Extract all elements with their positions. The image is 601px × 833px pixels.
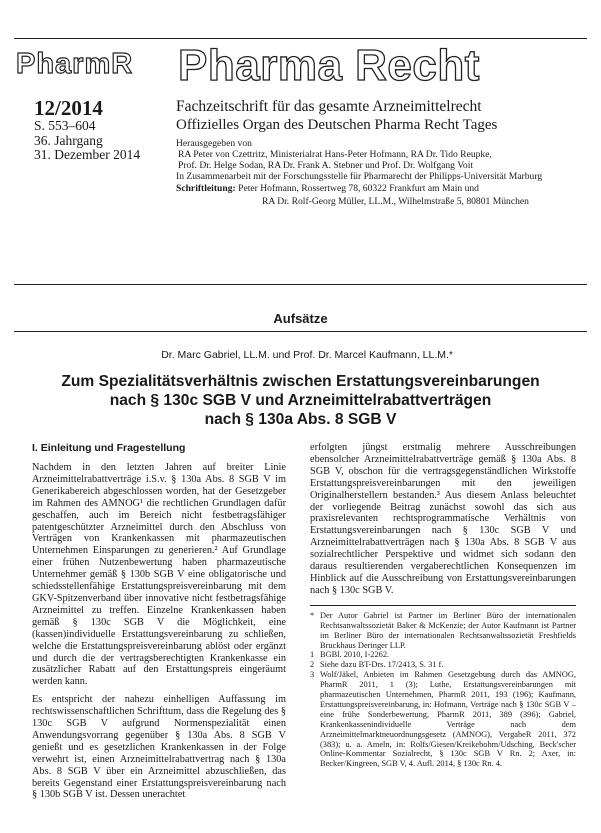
body-paragraph: Nachdem in den letzten Jahren auf breiter Linie Arzneimittelrabattverträge i.S.v. § 130a Abs. 8 SGB V im Generikabereich abgeschlossen worden, hat der Gesetzgeber im Rahmen des AMNOG¹ die rechtlichen Grundlagen dafür geschaffen, auch im Bereich nicht festbetragsfähiger patentgeschützter Arzneimittel durch den Abschluss von Verträgen von Krankenkassen mit pharmazeutischen Unternehmen Einsparungen zu generieren.² Auf Grundlage einer frühen Nutzenbewertung haben pharmazeutische Unternehmer gemäß § 130b SGB V eine obligatorische und schiedsstellenfähige Erstattungspreisvereinbarung mit dem GKV-Spitzenverband über innovative nicht festbetragsfähige Arzneimittel zu treffen. Einzelne Krankenkassen haben gemäß § 130c SGB V die Möglichkeit, eine (kassen)individuelle Erstattungsvereinbarung zu schließen, welche die Erstattungspreisvereinbarung ablöst oder ergänzt und durch die der vertragsberechtigten Krankenkasse ein zusätzlicher Rabatt auf den Erstattungspreis eingeräumt werden kann.: [32, 462, 286, 688]
cooperation-note: In Zusammenarbeit mit der Forschungsstelle für Pharmarecht der Philipps-Universität Marburg: [176, 171, 543, 182]
issue-number: 12/2014: [34, 96, 103, 120]
footnotes: [310, 611, 576, 770]
footnote-text: Der Autor Gabriel ist Partner im Berliner Büro der internationalen Rechtsanwaltssozietät Baker & McKenzie; der Autor Kaufmann ist Partner im Berliner Büro der internationalen Rechtsanwaltssozietät Freshfields Bruckhaus Deringer LLP.: [320, 610, 576, 650]
article-title-line: nach § 130c SGB V und Arzneimittelrabattverträgen: [109, 392, 492, 409]
issue-date: 31. Dezember 2014: [34, 147, 141, 162]
footnote-text: Siehe dazu BT-Drs. 17/2413, S. 31 f.: [320, 660, 444, 670]
editorial-line: RA Dr. Rolf-Georg Müller, LL.M., Wilhelmstraße 5, 80801 München: [262, 195, 529, 207]
body-paragraph: Es entspricht der nahezu einhelligen Auffassung im rechtswissenschaftlichen Schrifttum, dass die Regelung des § 130c SGB V aufgrund Normenspezialität einen Anwendungsvorrang gegenüber § 130a Abs. 8 SGB V genießt und es gesetzlichen Krankenkassen in der Folge verwehrt ist, einen Arzneimittelrabattvertrag nach § 130a Abs. 8 SGB V über ein Arzneimittel abzuschließen, das bereits Gegenstand einer Erstattungspreisvereinbarung nach § 130b SGB V ist. Dessen unerachtet: [32, 694, 286, 801]
editorial-office: [176, 183, 586, 195]
article-title-line: Zum Spezialitätsverhältnis zwischen Erstattungsvereinbarungen: [61, 373, 540, 390]
footnote-number: 3: [310, 670, 315, 680]
article-title-line: nach § 130a Abs. 8 SGB V: [204, 411, 397, 428]
footnote-number: 2: [310, 660, 315, 670]
article-authors: Dr. Marc Gabriel, LL.M. und Prof. Dr. Marcel Kaufmann, LL.M.*: [161, 349, 453, 361]
editorial-label: Schriftleitung:: [176, 183, 236, 194]
footnote-number: 1: [310, 650, 315, 660]
editors-label: Herausgegeben von: [176, 138, 252, 149]
footnote-text: Wolf/Jäkel, Anbieten im Rahmen Gesetzgebung durch das AMNOG, PharmR 2011, 1 (3); Luthe, Erstattungsvereinbarungen mit pharmazeutischen Unternehmen, PharmR 2011, 193 (196); Kaufmann, Erstattungspreisvereinbarung, in: Hofmann, Verträge nach § 130c SGB V – eine frühe Sonderbewertung, PharmR 2011, 389 (396); Gabriel, Krankenkassenindividuelle Verträge nach dem Arzneimittelmarktneuordnungsgesetz (AMNOG), VergabeR 2011, 372 (383); u. a. Ameln, in: Rolfs/Giesen/Kreikebohm/Udsching, Beck'scher Online-Kommentar Sozialrecht, § 130c SGB V Rn. 2; Axer, in: Becker/Kingreen, SGB V, 4. Aufl. 2014, § 130c Rn. 4.: [320, 670, 576, 769]
editors-line: RA Peter von Czettritz, Ministerialrat Hans-Peter Hofmann, RA Dr. Tido Reupke,: [178, 149, 492, 160]
editorial-line: Peter Hofmann, Rossertweg 78, 60322 Frankfurt am Main und: [238, 183, 479, 194]
top-rule: [14, 38, 587, 39]
journal-logo-small: PharmR: [16, 48, 134, 80]
left-column: [32, 442, 286, 807]
section-heading: Aufsätze: [273, 311, 328, 326]
header-rule: [14, 284, 587, 285]
section-rule: [14, 331, 587, 332]
publication-info: [176, 98, 586, 207]
footnote-number: *: [310, 610, 315, 620]
footnote: [310, 650, 576, 660]
issue-info: [34, 97, 140, 163]
footnote: [310, 660, 576, 670]
issue-volume: 36. Jahrgang: [34, 132, 103, 148]
article-title: [0, 372, 601, 429]
journal-logo-wordmark: Pharma Recht: [178, 41, 480, 90]
footnote-text: BGBl. 2010, I-2262.: [320, 650, 390, 660]
issue-pages: S. 553–604: [34, 118, 96, 133]
body-paragraph: erfolgten jüngst erstmalig mehrere Ausschreibungen ebensolcher Arzneimittelrabattverträge gemäß § 130a Abs. 8 SGB V, obschon für die vertragsgegenständlichen Wirkstoffe Erstattungspreisvereinbarungen mit den jeweiligen Originalherstellern bestanden.³ Aus diesem Anlass beleuchtet der vorliegende Beitrag zunächst sowohl das sich aus praxisrelevanten rechtsprogrammatische Verhältnis von Erstattungsvereinbarungen nach § 130c SGB V und Arzneimittelrabattverträgen nach § 130a Abs. 8 SGB V aus sozialrechtlicher Perspektive und widmet sich sodann den daraus resultierenden vergaberechtlichen Konsequenzen im Hinblick auf die Ausschreibung von Erstattungsvereinbarungen nach § 130c SGB V.: [310, 442, 576, 596]
publication-title: Fachzeitschrift für das gesamte Arzneimittelrecht: [176, 98, 482, 115]
footnote-rule: [310, 605, 576, 606]
editors-line: Prof. Dr. Helge Sodan, RA Dr. Frank A. Stebner und Prof. Dr. Wolfgang Voit: [178, 160, 474, 171]
footnote: [310, 670, 576, 769]
section-subheading: I. Einleitung und Fragestellung: [32, 442, 186, 454]
footnote: [310, 611, 576, 651]
right-column: [310, 442, 576, 769]
publication-subtitle: Offizielles Organ des Deutschen Pharma Recht Tages: [176, 117, 498, 133]
